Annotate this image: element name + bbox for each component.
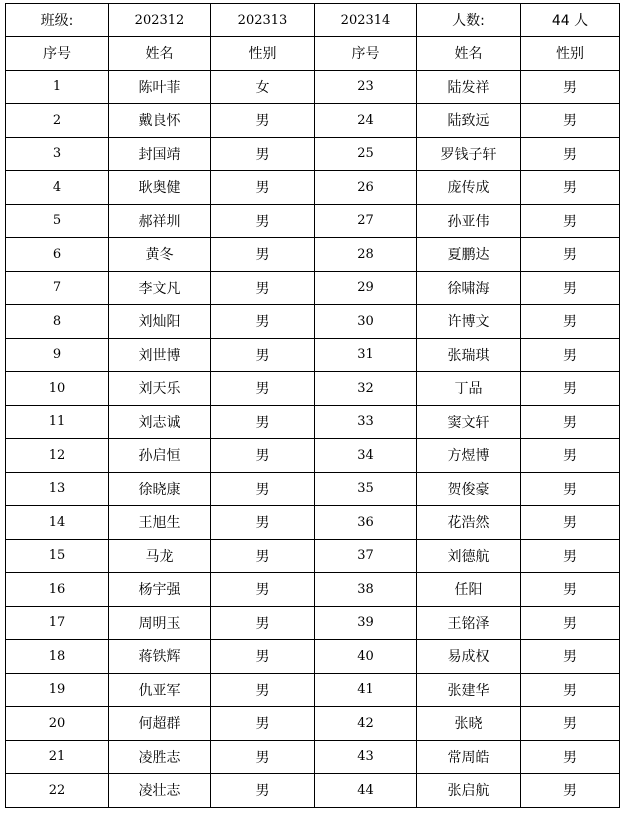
table-row — [6, 774, 620, 808]
student-gender-cell: 男 — [521, 539, 620, 573]
student-no-cell: 1 — [6, 70, 109, 104]
table-row — [6, 204, 620, 238]
student-no-cell: 15 — [6, 539, 109, 573]
student-no-cell: 7 — [6, 271, 109, 305]
table-row — [6, 405, 620, 439]
student-name-cell: 徐晓康 — [109, 472, 211, 506]
student-name-cell: 郝祥圳 — [109, 204, 211, 238]
student-name-cell: 张晓 — [417, 707, 521, 741]
student-no-cell: 13 — [6, 472, 109, 506]
student-gender-cell: 男 — [521, 673, 620, 707]
student-name-cell: 罗钱子轩 — [417, 137, 521, 171]
student-name-cell: 丁品 — [417, 372, 521, 406]
student-no-cell: 22 — [6, 774, 109, 808]
student-no-cell: 24 — [315, 104, 417, 138]
student-no-cell: 18 — [6, 640, 109, 674]
table-row — [6, 740, 620, 774]
student-name-cell: 黄冬 — [109, 238, 211, 272]
student-name-cell: 刘志诚 — [109, 405, 211, 439]
student-gender-cell: 男 — [521, 171, 620, 205]
student-gender-cell: 男 — [521, 204, 620, 238]
table-row — [6, 305, 620, 339]
student-gender-cell: 男 — [211, 606, 315, 640]
student-no-cell: 19 — [6, 673, 109, 707]
student-gender-cell: 男 — [211, 640, 315, 674]
table-row — [6, 640, 620, 674]
student-no-cell: 14 — [6, 506, 109, 540]
student-no-cell: 41 — [315, 673, 417, 707]
student-gender-cell: 男 — [211, 372, 315, 406]
student-name-cell: 张瑞琪 — [417, 338, 521, 372]
student-no-cell: 8 — [6, 305, 109, 339]
student-no-cell: 20 — [6, 707, 109, 741]
student-no-cell: 30 — [315, 305, 417, 339]
student-gender-cell: 男 — [521, 439, 620, 473]
student-no-cell: 35 — [315, 472, 417, 506]
column-header-gender-1: 性别 — [211, 37, 315, 71]
student-gender-cell: 男 — [521, 472, 620, 506]
table-row — [6, 439, 620, 473]
student-no-cell: 23 — [315, 70, 417, 104]
student-gender-cell: 男 — [211, 673, 315, 707]
table-row — [6, 271, 620, 305]
student-no-cell: 17 — [6, 606, 109, 640]
student-name-cell: 王铭泽 — [417, 606, 521, 640]
student-name-cell: 庞传成 — [417, 171, 521, 205]
student-no-cell: 12 — [6, 439, 109, 473]
student-gender-cell: 男 — [211, 774, 315, 808]
column-header-no-1: 序号 — [6, 37, 109, 71]
roster-table — [5, 3, 620, 808]
student-gender-cell: 男 — [521, 506, 620, 540]
student-no-cell: 34 — [315, 439, 417, 473]
student-gender-cell: 男 — [521, 137, 620, 171]
student-name-cell: 陆发祥 — [417, 70, 521, 104]
student-name-cell: 刘德航 — [417, 539, 521, 573]
column-header-name-1: 姓名 — [109, 37, 211, 71]
student-no-cell: 37 — [315, 539, 417, 573]
class-c: 202314 — [315, 4, 417, 37]
count-value: 44 人 — [521, 4, 620, 37]
student-gender-cell: 男 — [521, 305, 620, 339]
student-name-cell: 贺俊豪 — [417, 472, 521, 506]
student-name-cell: 仇亚军 — [109, 673, 211, 707]
student-gender-cell: 男 — [521, 104, 620, 138]
student-no-cell: 40 — [315, 640, 417, 674]
student-name-cell: 陆致远 — [417, 104, 521, 138]
student-no-cell: 36 — [315, 506, 417, 540]
student-name-cell: 窦文轩 — [417, 405, 521, 439]
table-row — [6, 104, 620, 138]
student-gender-cell: 男 — [521, 405, 620, 439]
table-row — [6, 573, 620, 607]
student-gender-cell: 男 — [211, 405, 315, 439]
student-gender-cell: 男 — [211, 104, 315, 138]
student-gender-cell: 男 — [521, 774, 620, 808]
student-no-cell: 25 — [315, 137, 417, 171]
student-gender-cell: 男 — [211, 271, 315, 305]
table-row — [6, 338, 620, 372]
class-info-row — [6, 4, 620, 37]
student-gender-cell: 男 — [211, 171, 315, 205]
column-header-name-2: 姓名 — [417, 37, 521, 71]
student-gender-cell: 男 — [521, 707, 620, 741]
student-gender-cell: 男 — [211, 204, 315, 238]
class-a: 202312 — [109, 4, 211, 37]
student-no-cell: 38 — [315, 573, 417, 607]
student-name-cell: 马龙 — [109, 539, 211, 573]
student-no-cell: 29 — [315, 271, 417, 305]
table-row — [6, 606, 620, 640]
student-no-cell: 31 — [315, 338, 417, 372]
student-no-cell: 32 — [315, 372, 417, 406]
student-name-cell: 杨宇强 — [109, 573, 211, 607]
student-name-cell: 孙启恒 — [109, 439, 211, 473]
student-no-cell: 9 — [6, 338, 109, 372]
student-no-cell: 4 — [6, 171, 109, 205]
student-no-cell: 28 — [315, 238, 417, 272]
table-row — [6, 539, 620, 573]
student-gender-cell: 男 — [211, 338, 315, 372]
class-b: 202313 — [211, 4, 315, 37]
table-row — [6, 137, 620, 171]
student-gender-cell: 男 — [521, 640, 620, 674]
student-no-cell: 5 — [6, 204, 109, 238]
student-name-cell: 常周皓 — [417, 740, 521, 774]
student-name-cell: 戴良怀 — [109, 104, 211, 138]
table-row — [6, 673, 620, 707]
student-gender-cell: 男 — [211, 238, 315, 272]
student-gender-cell: 男 — [211, 506, 315, 540]
student-name-cell: 周明玉 — [109, 606, 211, 640]
roster-document — [5, 3, 630, 808]
student-gender-cell: 男 — [211, 137, 315, 171]
student-name-cell: 封国靖 — [109, 137, 211, 171]
student-name-cell: 何超群 — [109, 707, 211, 741]
student-name-cell: 孙亚伟 — [417, 204, 521, 238]
student-gender-cell: 男 — [521, 70, 620, 104]
student-name-cell: 蒋铁辉 — [109, 640, 211, 674]
student-no-cell: 26 — [315, 171, 417, 205]
student-name-cell: 凌壮志 — [109, 774, 211, 808]
student-no-cell: 42 — [315, 707, 417, 741]
column-header-row — [6, 37, 620, 71]
student-name-cell: 刘灿阳 — [109, 305, 211, 339]
student-gender-cell: 男 — [521, 606, 620, 640]
student-gender-cell: 男 — [211, 539, 315, 573]
student-no-cell: 44 — [315, 774, 417, 808]
student-no-cell: 6 — [6, 238, 109, 272]
student-gender-cell: 男 — [521, 271, 620, 305]
student-no-cell: 39 — [315, 606, 417, 640]
student-no-cell: 10 — [6, 372, 109, 406]
student-gender-cell: 男 — [211, 740, 315, 774]
count-label: 人数: — [417, 4, 521, 37]
student-gender-cell: 男 — [211, 573, 315, 607]
student-name-cell: 王旭生 — [109, 506, 211, 540]
student-name-cell: 刘世博 — [109, 338, 211, 372]
student-name-cell: 花浩然 — [417, 506, 521, 540]
table-row — [6, 707, 620, 741]
column-header-gender-2: 性别 — [521, 37, 620, 71]
student-name-cell: 易成权 — [417, 640, 521, 674]
roster-table-body — [6, 4, 620, 808]
student-name-cell: 张建华 — [417, 673, 521, 707]
student-name-cell: 徐啸海 — [417, 271, 521, 305]
student-gender-cell: 男 — [211, 305, 315, 339]
student-no-cell: 27 — [315, 204, 417, 238]
student-gender-cell: 男 — [521, 238, 620, 272]
student-name-cell: 凌胜志 — [109, 740, 211, 774]
student-name-cell: 夏鹏达 — [417, 238, 521, 272]
table-row — [6, 171, 620, 205]
table-row — [6, 372, 620, 406]
student-no-cell: 11 — [6, 405, 109, 439]
student-name-cell: 张启航 — [417, 774, 521, 808]
class-label: 班级: — [6, 4, 109, 37]
student-gender-cell: 女 — [211, 70, 315, 104]
student-name-cell: 方煜博 — [417, 439, 521, 473]
student-gender-cell: 男 — [521, 573, 620, 607]
column-header-no-2: 序号 — [315, 37, 417, 71]
student-name-cell: 任阳 — [417, 573, 521, 607]
student-name-cell: 李文凡 — [109, 271, 211, 305]
student-no-cell: 33 — [315, 405, 417, 439]
table-row — [6, 70, 620, 104]
student-no-cell: 3 — [6, 137, 109, 171]
table-row — [6, 238, 620, 272]
student-name-cell: 刘天乐 — [109, 372, 211, 406]
student-name-cell: 耿奥健 — [109, 171, 211, 205]
student-gender-cell: 男 — [521, 338, 620, 372]
student-no-cell: 21 — [6, 740, 109, 774]
table-row — [6, 506, 620, 540]
student-no-cell: 43 — [315, 740, 417, 774]
student-gender-cell: 男 — [521, 740, 620, 774]
student-gender-cell: 男 — [211, 439, 315, 473]
student-gender-cell: 男 — [211, 707, 315, 741]
student-gender-cell: 男 — [521, 372, 620, 406]
student-name-cell: 陈叶菲 — [109, 70, 211, 104]
student-no-cell: 2 — [6, 104, 109, 138]
student-name-cell: 许博文 — [417, 305, 521, 339]
student-gender-cell: 男 — [211, 472, 315, 506]
table-row — [6, 472, 620, 506]
student-no-cell: 16 — [6, 573, 109, 607]
